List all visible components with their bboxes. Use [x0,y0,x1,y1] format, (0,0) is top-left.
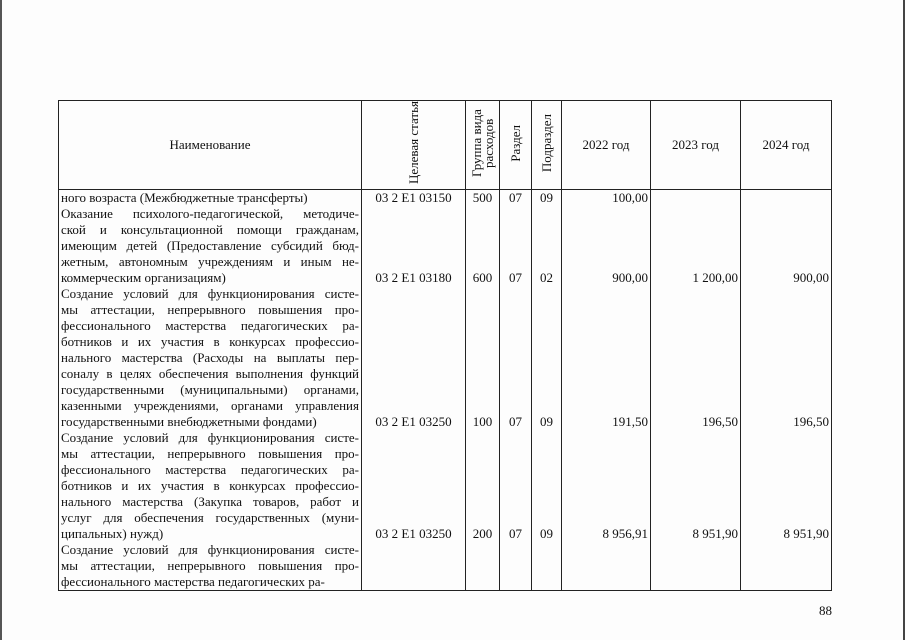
row-name-line: ской и консультационной помощи гражданам, [61,222,359,237]
row-code-cell [362,430,466,542]
row-name-line: соналу в целях обеспечения выполнения функций [61,366,359,381]
page-number: 88 [819,603,832,618]
row-section: 07 [509,270,522,285]
row-section: 07 [509,526,522,541]
header-subsection [532,101,562,190]
row-section-cell [500,430,532,542]
row-name-line: фессионального мастерства педагогических ра- [61,462,359,477]
row-name-line: Создание условий для функционирования систе- [61,542,359,557]
header-name: Наименование [59,101,362,190]
row-name-line: Создание условий для функционирования систе- [61,430,359,445]
table-row [59,430,832,542]
row-code: 03 2 E1 03250 [375,414,452,429]
row-group-cell [466,190,500,207]
row-name-line: мы аттестации, непрерывного повышения про- [61,558,359,573]
row-name [59,542,362,591]
row-2022: 900,00 [612,270,648,285]
header-2024: 2024 год [741,101,832,190]
row-name [59,286,362,430]
row-name-line: мы аттестации, непрерывного повышения про- [61,302,359,317]
row-code-cell [362,286,466,430]
header-subsection-label: Подраздел [538,113,554,173]
row-name-line: нального мастерства (Расходы на выплаты пер- [61,350,359,365]
table-header-row [59,101,832,190]
row-2023-cell [651,286,741,430]
row-2023-cell [651,190,741,207]
row-2022: 100,00 [612,190,648,205]
row-2022-cell [562,430,651,542]
row-name-line: государственными внебюджетными фондами) [61,414,317,429]
header-group [466,101,500,190]
row-code-cell [362,206,466,286]
row-name-line: казенными учреждениями, органами управления [61,398,359,413]
row-2022: 191,50 [612,414,648,429]
row-code: 03 2 E1 03180 [375,270,452,285]
row-code-cell [362,190,466,207]
row-group [466,542,499,574]
row-2022-cell [562,542,651,591]
row-2024-cell [741,286,832,430]
row-2024: 196,50 [793,414,829,429]
row-name-line: Оказание психолого-педагогической, методиче- [61,206,359,221]
row-name-line: жетным, автономным учреждениям и иным не- [61,254,359,269]
row-name [59,430,362,542]
table-body [59,190,832,591]
row-section-cell [500,206,532,286]
row-2023: 8 951,90 [692,526,738,541]
header-2022: 2022 год [562,101,651,190]
row-2023: 1 200,00 [692,270,738,285]
row-subsection [532,542,561,574]
budget-table [58,100,832,591]
row-2024-cell [741,542,832,591]
header-target-label: Целевая статья [405,101,421,185]
row-2024: 900,00 [793,270,829,285]
row-code [362,542,465,574]
header-group-label: Группа вида расходов [468,109,496,177]
row-2023-cell [651,206,741,286]
row-name [59,206,362,286]
row-group: 500 [472,190,493,205]
row-2024-cell [741,430,832,542]
row-code: 03 2 E1 03250 [375,526,452,541]
row-name [59,190,362,207]
table-row [59,190,832,207]
row-name-line: Создание условий для функционирования систе- [61,286,359,301]
row-section [500,542,531,574]
row-name-line: имеющим детей (Предоставление субсидий бюд- [61,238,359,253]
table-row [59,286,832,430]
row-section: 07 [509,414,522,429]
row-section-cell [500,542,532,591]
row-name-line: коммерческим организациям) [61,270,226,285]
row-subsection: 09 [540,190,553,205]
row-subsection: 09 [540,526,553,541]
row-subsection-cell [532,190,562,207]
row-name-line: ного возраста (Межбюджетные трансферты) [61,190,308,205]
row-subsection-cell [532,286,562,430]
row-group-cell [466,430,500,542]
row-2023-cell [651,542,741,591]
row-name-line: нального мастерства (Закупка товаров, работ и [61,494,359,509]
row-subsection: 09 [540,414,553,429]
table-row [59,206,832,286]
row-subsection: 02 [540,270,553,285]
row-section-cell [500,190,532,207]
row-2022 [562,542,648,574]
row-group: 200 [472,526,493,541]
row-2023 [651,542,738,574]
row-code-cell [362,542,466,591]
row-name-line: государственными (муниципальными) органами, [61,382,359,397]
row-2022: 8 956,91 [602,526,648,541]
row-name-line: ботников и их участия в конкурсах профессио- [61,334,359,349]
table-row [59,542,832,591]
row-2024-cell [741,206,832,286]
row-name-line: мы аттестации, непрерывного повышения про- [61,446,359,461]
row-code: 03 2 E1 03150 [375,190,452,205]
row-group-cell [466,206,500,286]
row-2022-cell [562,190,651,207]
row-group-cell [466,542,500,591]
row-name-line: услуг для обеспечения государственных (муни- [61,510,359,525]
row-2023-cell [651,430,741,542]
row-2024 [741,542,829,574]
row-2024: 8 951,90 [783,526,829,541]
page-edge-left [0,0,2,640]
row-group: 100 [472,414,493,429]
row-group: 600 [472,270,493,285]
row-subsection-cell [532,430,562,542]
header-section [500,101,532,190]
row-name-line: фессионального мастерства педагогических ра- [61,574,325,589]
row-subsection-cell [532,206,562,286]
row-subsection-cell [532,542,562,591]
row-section-cell [500,286,532,430]
row-name-line: ципальных) нужд) [61,526,164,541]
row-section: 07 [509,190,522,205]
row-name-line: ботников и их участия в конкурсах профессио- [61,478,359,493]
row-group-cell [466,286,500,430]
row-2022-cell [562,206,651,286]
row-2024-cell [741,190,832,207]
header-2023: 2023 год [651,101,741,190]
row-2023: 196,50 [702,414,738,429]
row-name-line: фессионального мастерства педагогических ра- [61,318,359,333]
row-2022-cell [562,286,651,430]
header-section-label: Раздел [507,124,523,162]
header-target [362,101,466,190]
